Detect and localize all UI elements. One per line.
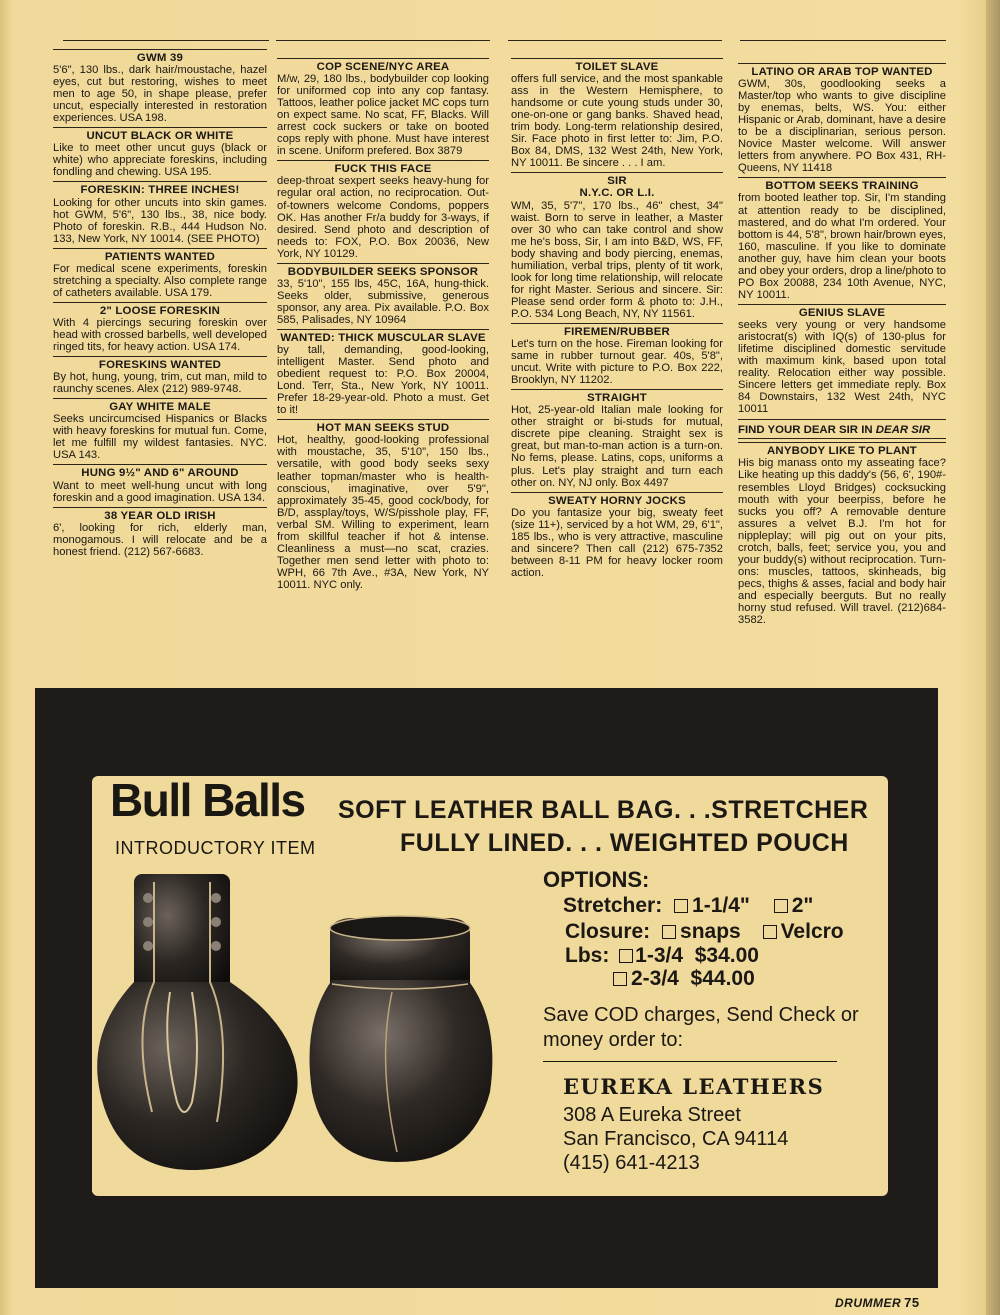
checkbox-icon bbox=[613, 972, 627, 986]
ad-heading: TOILET SLAVE bbox=[511, 58, 723, 73]
ad-lbs-option-2 bbox=[613, 967, 755, 991]
ad-body-text: His big manass onto my asseating face? Like heating up this daddy's (56, 6', 190#-resembles Lloyd Bridges) cocksucking mouth with your beerpiss, before he sucks you off? A removable denture assures a velvet B.J. I'm hot for nippleplay; will pig out on your pits, crotch, balls, feet; service you, you and your buddy(s) without reciprocation. Turn-ons: muscles, tattoos, skinheads, big pecs, thighs & asses, facial and body hair and especially beerguts. But no really horny stud refused. Will travel. (212)684-3582. bbox=[738, 457, 946, 627]
ad-body-text: For medical scene experiments, foreskin stretching a specialty. Also complete range of catheters available. USA 179. bbox=[53, 262, 267, 299]
classified-ad bbox=[53, 507, 267, 558]
classified-ad bbox=[738, 304, 946, 415]
ad-heading: FIREMEN/RUBBER bbox=[511, 323, 723, 338]
classified-column-4-bottom bbox=[738, 442, 946, 626]
ad-company-name: EUREKA LEATHERS bbox=[563, 1074, 825, 1099]
column-top-rule bbox=[63, 40, 269, 41]
classified-ad bbox=[277, 329, 489, 416]
ad-headline-1: SOFT LEATHER BALL BAG. . .STRETCHER bbox=[338, 796, 869, 824]
ad-body-text: seeks very young or very handsome aristocrat(s) with IQ(s) of 130-plus for lifetime disciplined domestic servitude with maximum kink, based upon total reality. Relocation either way possible. Sincere letters get immediate reply. Box 84 Downstairs, 132 West 24th, NYC 10011 bbox=[738, 318, 946, 416]
column-top-rule bbox=[276, 40, 490, 41]
ad-heading: HUNG 9½" AND 6" AROUND bbox=[53, 464, 267, 479]
classified-ad bbox=[277, 160, 489, 259]
ad-heading: GENIUS SLAVE bbox=[738, 304, 946, 319]
ad-heading: SIR N.Y.C. OR L.I. bbox=[511, 172, 723, 199]
classified-ad bbox=[53, 49, 267, 124]
classified-ad bbox=[738, 177, 946, 300]
closure-option-1: snaps bbox=[680, 920, 741, 943]
folio-magazine-name: DRUMMER bbox=[835, 1296, 902, 1310]
ad-body-text: from booted leather top. Sir, I'm standing at attention ready to be disciplined, mastered, and do what I'm ordered. Your bottom is 44, 5'8", brown hair/brown eyes, 160, masculine. If you like to dominate another guy, have him clean your boots and obey your orders, drop a line/photo to PO Box 20088, 234 10th Avenue, NYC, NY 10011. bbox=[738, 192, 946, 301]
stretcher-option-1: 1-1/4" bbox=[692, 894, 750, 917]
classified-ad bbox=[511, 58, 723, 169]
column-top-rule bbox=[508, 40, 722, 41]
ad-body-text: Hot, healthy, good-looking professional with moustache, 35, 5'10", 150 lbs., versatile, with good body seeks sexy leather topman/master who is health-conscious, imaginative, over 5'9", approximately 35-45, good cock/body, for B/D, assplay/toys, W/S/pisshole play, FF, verbal SM. Willing to experiment, learn from skillful teacher if hot & intense. Cleanliness a must—no scat, crazies. Together men send letter with photo to: WPH, 66 7th Ave., #3A, New York, NY 10011. NYC only. bbox=[277, 434, 489, 591]
page-spine-shadow bbox=[986, 0, 1000, 1315]
ad-body-text: 33, 5'10", 155 lbs, 45C, 16A, hung-thick. Seeks older, submissive, generous sponsor, any area. Pix available. P.O. Box 585, Palisades, NY 10964 bbox=[277, 277, 489, 326]
ad-body-text: 5'6", 130 lbs., dark hair/moustache, hazel eyes, cut but restoring, wishes to meet men to age 50, in shape please, prefer uncut, especially interested in restoration experiences. USA 198. bbox=[53, 64, 267, 125]
classified-column-4-top bbox=[738, 63, 946, 415]
dear-sir-promo-text: FIND YOUR DEAR SIR IN bbox=[738, 424, 876, 437]
classified-ad bbox=[53, 127, 267, 178]
classified-column-4 bbox=[738, 60, 946, 629]
lbs-label: Lbs: bbox=[565, 944, 610, 967]
ad-heading: FORESKINS WANTED bbox=[53, 356, 267, 371]
ad-options-label: OPTIONS: bbox=[543, 867, 650, 892]
classified-ad bbox=[53, 248, 267, 299]
classified-ad bbox=[738, 442, 946, 626]
ad-address-line-1: 308 A Eureka Street bbox=[563, 1104, 741, 1126]
checkbox-icon bbox=[674, 899, 688, 913]
folio-page-number: 75 bbox=[904, 1295, 920, 1310]
closure-option-2: Velcro bbox=[780, 920, 844, 943]
lbs-option-2: 2-3/4 $44.00 bbox=[631, 967, 755, 990]
ad-body-text: M/w, 29, 180 lbs., bodybuilder cop looking for uniformed cop into any cop fantasy. Tattoos, leather police jacket MC cops turn on expect same. No scat, FF, Blacks. Will arrest cock suckers or take on booted cops reply with phone. Must have interest in scene. Uniform prefered. Box 3879 bbox=[277, 73, 489, 158]
ad-body-text: Want to meet well-hung uncut with long foreskin and a good imagination. USA 134. bbox=[53, 479, 267, 504]
ad-divider bbox=[543, 1061, 837, 1062]
ad-body-text: WM, 35, 5'7", 170 lbs., 46" chest, 34" waist. Born to serve in leather, a Master over 30 who can take control and show me he's boss, Sir, I am into B&D, WS, FF, body shaving and body piercing, enemas, humiliation, verbal trips, plenty of tit work, look for long time relationship, will relocate for right Master. Serious and sincere. Sir: Please send order form & photo to: J.H., P.O. 534 Long Beach, NY, NY 11561. bbox=[511, 199, 723, 320]
checkbox-icon bbox=[774, 899, 788, 913]
ad-closure-options bbox=[565, 920, 844, 944]
dear-sir-promo bbox=[738, 419, 946, 439]
ad-heading: HOT MAN SEEKS STUD bbox=[277, 419, 489, 434]
classified-ad bbox=[53, 356, 267, 395]
ad-heading: STRAIGHT bbox=[511, 389, 723, 404]
ad-body-text: Like to meet other uncut guys (black or white) who appreciate foreskins, including fondling and chewing. USA 195. bbox=[53, 142, 267, 179]
ad-body-text: With 4 piercings securing foreskin over head with crossed barbells, well developed ringed tits, for heavy action. USA 174. bbox=[53, 316, 267, 354]
ad-body-text: By hot, hung, young, trim, cut man, mild to raunchy scenes. Alex (212) 989-9748. bbox=[53, 371, 267, 396]
lbs-option-1: 1-3/4 $34.00 bbox=[635, 944, 759, 967]
classified-ad bbox=[277, 419, 489, 591]
ad-body-text: 6', looking for rich, elderly man, monogamous. I will relocate and be a honest friend. (212) 567-6683. bbox=[53, 521, 267, 558]
checkbox-icon bbox=[763, 925, 777, 939]
ad-heading: SWEATY HORNY JOCKS bbox=[511, 492, 723, 507]
classified-column-2 bbox=[277, 55, 489, 594]
ad-heading: GWM 39 bbox=[53, 49, 267, 64]
ad-heading: UNCUT BLACK OR WHITE bbox=[53, 127, 267, 142]
ad-heading: 2" LOOSE FORESKIN bbox=[53, 302, 267, 317]
column-top-rule bbox=[740, 40, 946, 41]
ad-heading: BODYBUILDER SEEKS SPONSOR bbox=[277, 263, 489, 278]
ad-body-text: Hot, 25-year-old Italian male looking for other straight or bi-studs for mutual, discrete pipe cleaning. Straight sex is great, but man-to-man action is a turn-on. No fems, please. Latins, cops, uniforms a plus. Let's play straight and turn each other on. NY, NJ only. Box 4497 bbox=[511, 404, 723, 489]
stretcher-label: Stretcher: bbox=[563, 894, 663, 917]
classified-ad bbox=[53, 302, 267, 353]
ad-heading: GAY WHITE MALE bbox=[53, 398, 267, 413]
classified-ad bbox=[53, 398, 267, 461]
ad-heading: 38 YEAR OLD IRISH bbox=[53, 507, 267, 522]
product-photo bbox=[92, 862, 522, 1192]
classified-column-3 bbox=[511, 55, 723, 582]
classified-ad bbox=[53, 181, 267, 244]
ad-body-text: Seeks uncircumcised Hispanics or Blacks with heavy foreskins for mutual fun. Come, let me fulfill my wildest fantasies. NYC. USA 143. bbox=[53, 413, 267, 462]
ad-body-text: Let's turn on the hose. Fireman looking for same in rubber turnout gear. 40s, 5'8", uncut. Write with picture to P.O. Box 222, Brooklyn, NY 11202. bbox=[511, 338, 723, 387]
ad-stretcher-options bbox=[563, 894, 813, 918]
page-folio bbox=[835, 1295, 920, 1310]
ad-heading: LATINO OR ARAB TOP WANTED bbox=[738, 63, 946, 78]
classified-ad bbox=[53, 464, 267, 503]
closure-label: Closure: bbox=[565, 920, 651, 943]
classified-ad bbox=[511, 172, 723, 320]
ad-heading: ANYBODY LIKE TO PLANT bbox=[738, 442, 946, 457]
ad-body-text: by tall, demanding, good-looking, intelligent Master. Send photo and obedient request to: P.O. Box 20004, Lond. Terr, Sta., New York, NY 10011. Prefer 18-29-year-old. Photo a must. Get to it! bbox=[277, 344, 489, 417]
classified-ad bbox=[738, 63, 946, 174]
ad-brand-title: Bull Balls bbox=[110, 774, 305, 826]
right-pouch bbox=[310, 916, 493, 1162]
ad-intro-label: INTRODUCTORY ITEM bbox=[115, 838, 316, 858]
ad-body-text: Do you fantasize your big, sweaty feet (size 11+), serviced by a hot WM, 29, 6'1", 185 lbs., who is very attractive, masculine and sincere? Then call (212) 675-7352 between 8-11 PM for heavy locker room action. bbox=[511, 506, 723, 579]
checkbox-icon bbox=[619, 949, 633, 963]
classified-ad bbox=[511, 323, 723, 386]
ad-body-text: Looking for other uncuts into skin games. hot GWM, 5'6", 130 lbs., 38, nice body. Photo of foreskin. R.B., 444 Hudson No. 133, New York, NY 10014. (SEE PHOTO) bbox=[53, 196, 267, 245]
checkbox-icon bbox=[662, 925, 676, 939]
stretcher-option-2: 2" bbox=[791, 894, 814, 917]
ad-lbs-option-1 bbox=[565, 944, 759, 968]
dear-sir-magazine-name: DEAR SIR bbox=[875, 424, 931, 437]
classified-ad bbox=[277, 263, 489, 326]
ad-heading: COP SCENE/NYC AREA bbox=[277, 58, 489, 73]
ad-heading: FORESKIN: THREE INCHES! bbox=[53, 181, 267, 196]
ad-body-text: offers full service, and the most spankable ass in the Western Hemisphere, to handsome or cute young studs under 30, one-on-one or gang banks. Shaved head, trim body. Long-term relationship desired, Sir. Face photo in first letter to: Jim, P.O. Box 84, DMS, 132 West 24th, New York, NY 10011. Be sincere . . . I am. bbox=[511, 73, 723, 170]
ad-order-instructions: Save COD charges, Send Check or money order to: bbox=[543, 1004, 859, 1051]
classified-column-1 bbox=[53, 46, 267, 561]
ad-body-text: deep-throat sexpert seeks heavy-hung for regular oral action, no reciprocation. Out-of-towners welcome Condoms, poppers OK. Has another Fr/a buddy for 3-ways, if desired. Send photo and description of needs to: FOX, P.O. Box 20036, New York, NY 10129. bbox=[277, 175, 489, 260]
ad-heading: BOTTOM SEEKS TRAINING bbox=[738, 177, 946, 192]
ad-headline-2: FULLY LINED. . . WEIGHTED POUCH bbox=[400, 829, 849, 857]
ad-phone: (415) 641-4213 bbox=[563, 1152, 700, 1174]
classified-ad bbox=[511, 492, 723, 579]
classified-ad bbox=[277, 58, 489, 157]
ad-body-text: GWM, 30s, goodlooking seeks a Master/top who wants to give discipline by enemas, belts, WS. You: either Hispanic or Arab, dominant, have a desire to be a disciplinarian, serious person. Novice Master welcome. Will answer letters from anywhere. PO Box 431, RH-Queens, NY 11418 bbox=[738, 78, 946, 175]
ad-heading: FUCK THIS FACE bbox=[277, 160, 489, 175]
ad-address-line-2: San Francisco, CA 94114 bbox=[563, 1128, 789, 1150]
ad-heading: WANTED: THICK MUSCULAR SLAVE bbox=[277, 329, 489, 344]
classified-ad bbox=[511, 389, 723, 488]
ad-heading: PATIENTS WANTED bbox=[53, 248, 267, 263]
